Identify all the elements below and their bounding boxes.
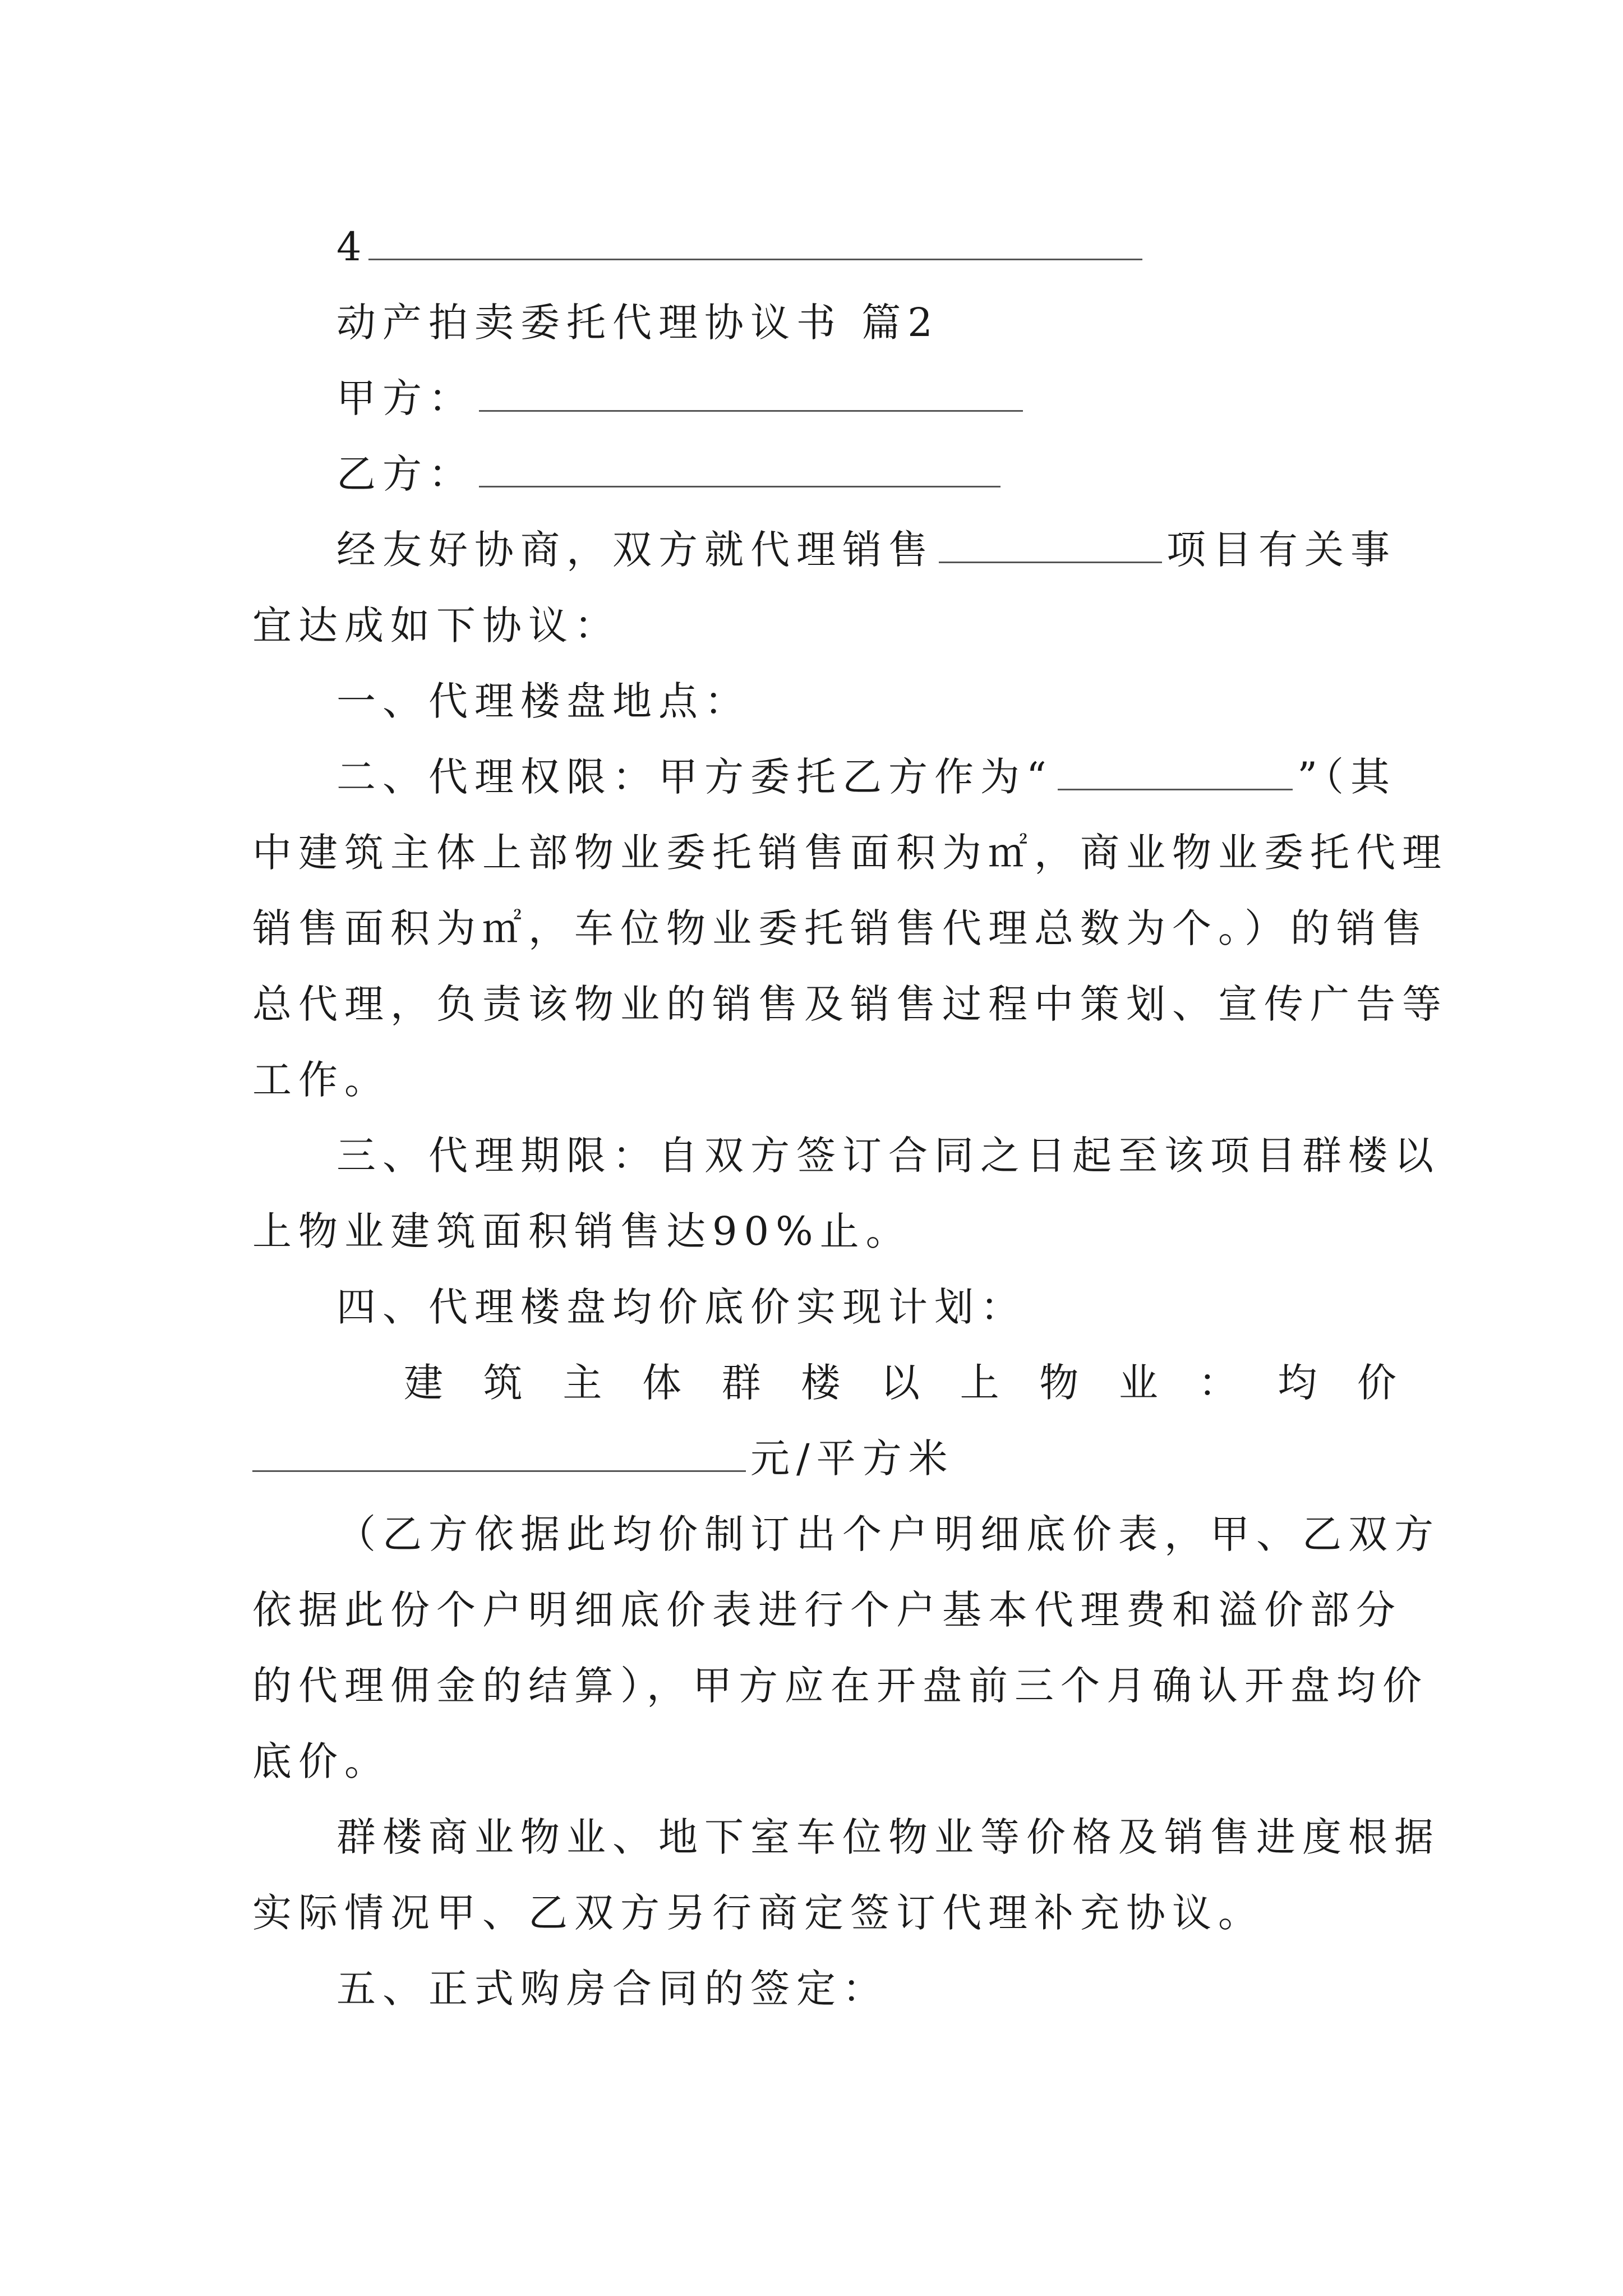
price-blank [252, 1431, 746, 1472]
spread-char: 以 [880, 1360, 920, 1406]
spread-char: 上 [960, 1360, 999, 1406]
text-run: 二、代理权限：甲方委托乙方作为“ [336, 754, 1053, 800]
spread-char: 均 [1278, 1360, 1317, 1406]
party-a-label: 甲方： [336, 375, 474, 421]
role-blank [1058, 749, 1293, 790]
party-b-line [336, 446, 1396, 502]
clause-3-line2: 上物业建筑面积销售达90%止。 [252, 1208, 912, 1254]
text-run: 项目有关事 [1166, 527, 1396, 573]
line-page-number [336, 219, 1396, 275]
spread-char: 建 [404, 1360, 443, 1406]
party-a-line [336, 370, 1396, 426]
text-run: 元/平方米 [750, 1435, 955, 1481]
spread-char: 体 [642, 1360, 681, 1406]
party-a-blank [479, 371, 1023, 412]
price-note-line3: 的代理佣金的结算），甲方应在开盘前三个月确认开盘均价 [252, 1663, 1428, 1709]
party-b-blank [479, 447, 1000, 487]
paragraph-intro-line2: 宜达成如下协议： [252, 602, 620, 648]
clause-2-line5: 工作。 [252, 1057, 390, 1103]
spread-char: 筑 [483, 1360, 523, 1406]
party-b-label: 乙方： [336, 451, 474, 497]
spread-char: 物 [1039, 1360, 1079, 1406]
clause-1: 一、代理楼盘地点： [336, 678, 750, 724]
text-run: 经友好协商，双方就代理销售 [336, 527, 934, 573]
page-number: 4 [336, 224, 368, 270]
section-title: 动产拍卖委托代理协议书 篇2 [336, 300, 939, 346]
price-note-line1: （乙方依据此均价制订出个户明细底价表，甲、乙双方 [336, 1511, 1440, 1557]
clause-2-line2: 中建筑主体上部物业委托销售面积为㎡，商业物业委托代理 [252, 830, 1448, 876]
spread-char: ： [1198, 1360, 1238, 1406]
paragraph-intro-line1 [336, 522, 1396, 578]
clause-3-line1: 三、代理期限：自双方签订合同之日起至该项目群楼以 [336, 1133, 1440, 1179]
blank-line [368, 219, 1142, 260]
project-blank [939, 522, 1162, 563]
spread-char: 价 [1357, 1360, 1396, 1406]
spread-char: 群 [721, 1360, 761, 1406]
price-unit-line [252, 1430, 1396, 1487]
clause-2-line4: 总代理，负责该物业的销售及销售过程中策划、宣传广告等 [252, 981, 1448, 1027]
clause-2-line3: 销售面积为㎡，车位物业委托销售代理总数为个。）的销售 [252, 905, 1428, 951]
text-run: ”（其 [1297, 754, 1396, 800]
spread-char: 主 [562, 1360, 602, 1406]
clause-5: 五、正式购房合同的签定： [336, 1966, 888, 2012]
price-spread-line [404, 1355, 1396, 1411]
spread-char: 业 [1118, 1360, 1158, 1406]
clause-2-line1 [336, 749, 1396, 805]
clause-4: 四、代理楼盘均价底价实现计划： [336, 1284, 1026, 1330]
commercial-line1: 群楼商业物业、地下室车位物业等价格及销售进度根据 [336, 1814, 1440, 1860]
price-note-line2: 依据此份个户明细底价表进行个户基本代理费和溢价部分 [252, 1587, 1402, 1633]
spread-char: 楼 [801, 1360, 841, 1406]
price-note-line4: 底价。 [252, 1738, 390, 1784]
commercial-line2: 实际情况甲、乙双方另行商定签订代理补充协议。 [252, 1890, 1264, 1936]
